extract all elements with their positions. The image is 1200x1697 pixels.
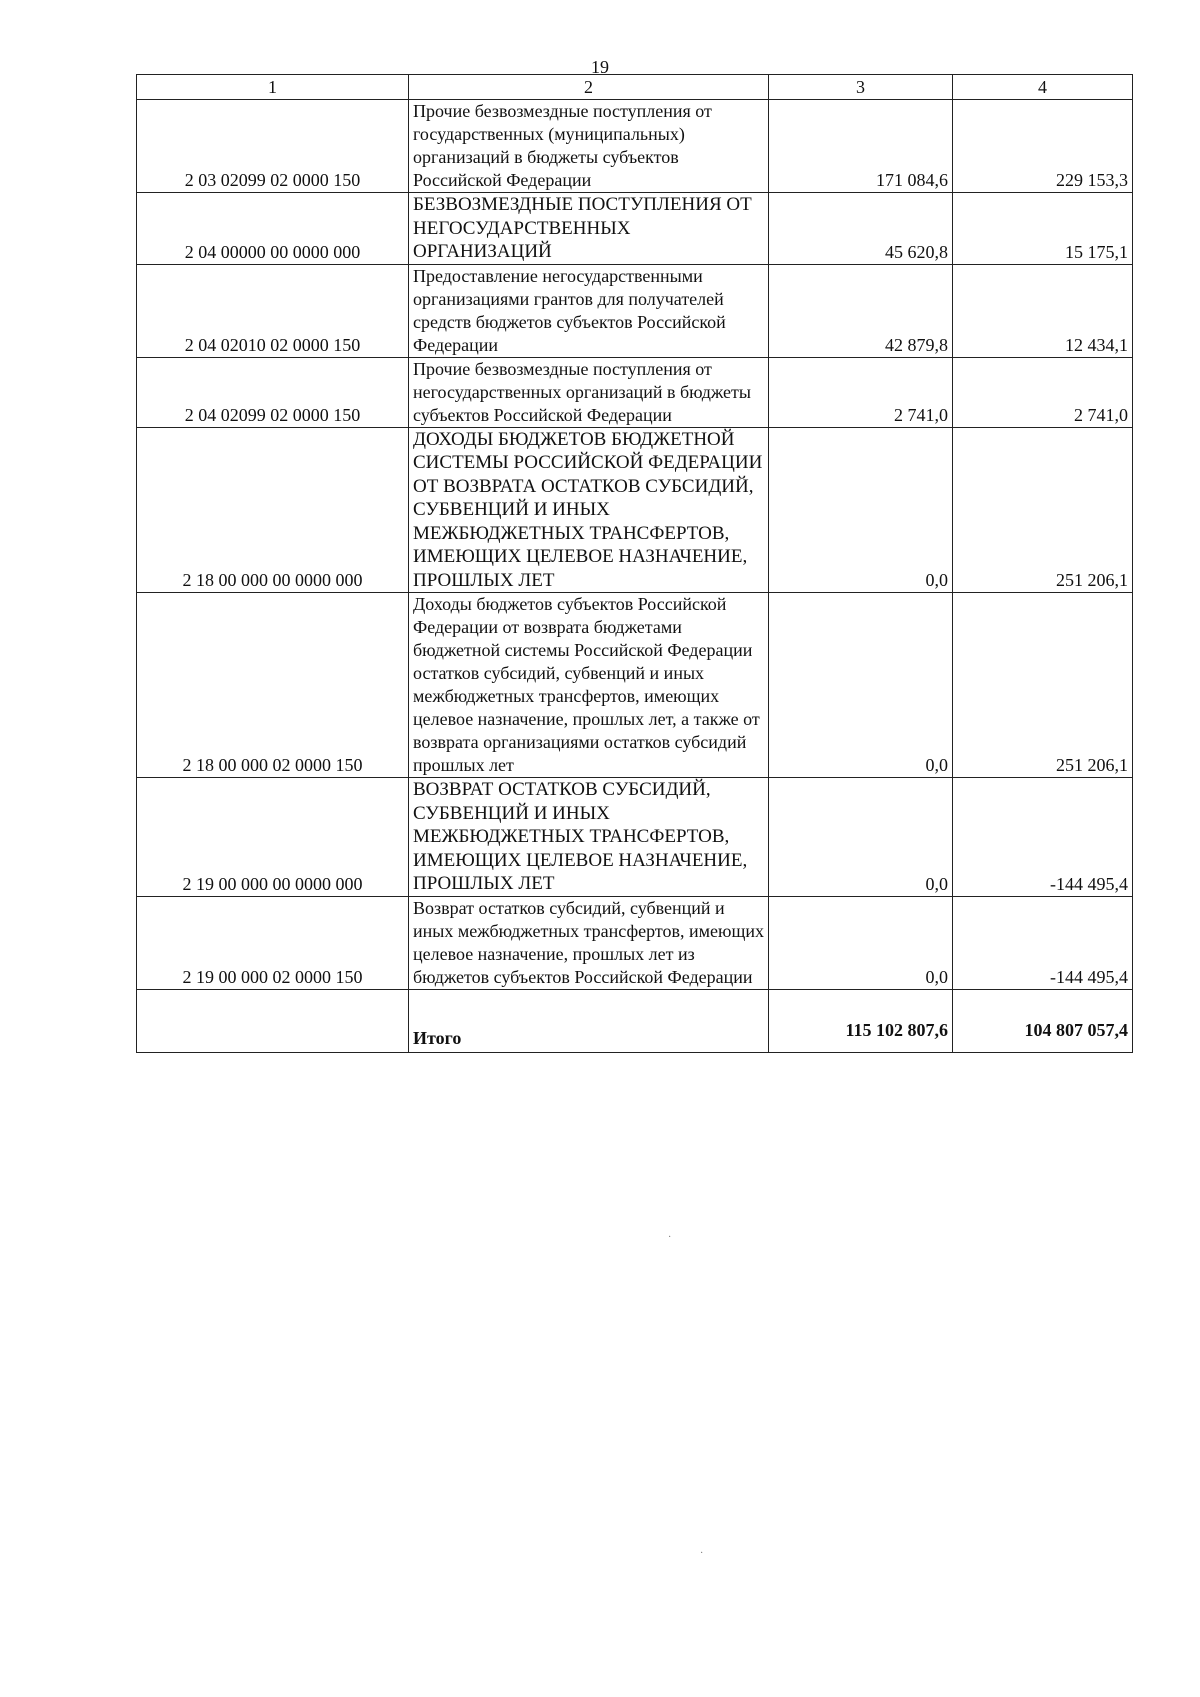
- table-row: [137, 100, 1133, 193]
- table-row: [137, 427, 1133, 593]
- row-code: 2 19 00 000 02 0000 150: [137, 896, 409, 989]
- row-value-col3: 42 879,8: [769, 264, 953, 357]
- table-row: [137, 778, 1133, 897]
- row-value-col3: 0,0: [769, 896, 953, 989]
- row-name: ВОЗВРАТ ОСТАТКОВ СУБСИДИЙ, СУБВЕНЦИЙ И ИНЫХ МЕЖБЮДЖЕТНЫХ ТРАНСФЕРТОВ, ИМЕЮЩИХ ЦЕЛЕВОЕ НАЗНАЧЕНИЕ, ПРОШЛЫХ ЛЕТ: [409, 778, 769, 897]
- column-header-4: 4: [953, 75, 1133, 100]
- table-row: [137, 264, 1133, 357]
- row-code: 2 04 02099 02 0000 150: [137, 357, 409, 427]
- row-value-col3: 0,0: [769, 427, 953, 593]
- table-body: [137, 100, 1133, 1053]
- row-name: Возврат остатков субсидий, субвенций и иных межбюджетных трансфертов, имеющих целевое назначение, прошлых лет из бюджетов субъектов Российской Федерации: [409, 896, 769, 989]
- total-code-cell: [137, 989, 409, 1052]
- row-code: 2 18 00 000 02 0000 150: [137, 593, 409, 778]
- column-header-3: 3: [769, 75, 953, 100]
- row-value-col4: 229 153,3: [953, 100, 1133, 193]
- table-row: [137, 896, 1133, 989]
- scan-speck: ·: [700, 1548, 704, 1559]
- row-code: 2 04 02010 02 0000 150: [137, 264, 409, 357]
- row-value-col4: 251 206,1: [953, 593, 1133, 778]
- row-value-col4: 15 175,1: [953, 193, 1133, 265]
- page-number: 19: [591, 57, 609, 77]
- row-value-col3: 171 084,6: [769, 100, 953, 193]
- row-value-col3: 45 620,8: [769, 193, 953, 265]
- table-row: [137, 357, 1133, 427]
- column-header-2: 2: [409, 75, 769, 100]
- budget-table: [136, 74, 1133, 1053]
- row-value-col4: 12 434,1: [953, 264, 1133, 357]
- row-value-col4: 251 206,1: [953, 427, 1133, 593]
- table-row: [137, 593, 1133, 778]
- total-row: [137, 989, 1133, 1052]
- row-value-col4: -144 495,4: [953, 896, 1133, 989]
- row-code: 2 19 00 000 00 0000 000: [137, 778, 409, 897]
- row-code: 2 03 02099 02 0000 150: [137, 100, 409, 193]
- total-col4: 104 807 057,4: [953, 989, 1133, 1052]
- row-value-col4: -144 495,4: [953, 778, 1133, 897]
- row-code: 2 04 00000 00 0000 000: [137, 193, 409, 265]
- row-name: Доходы бюджетов субъектов Российской Федерации от возврата бюджетами бюджетной системы Российской Федерации остатков субсидий, субвенций и иных межбюджетных трансфертов, имеющих целевое назначение, прошлых лет, а также от возврата организациями остатков субсидий прошлых лет: [409, 593, 769, 778]
- total-label: Итого: [409, 989, 769, 1052]
- row-value-col3: 0,0: [769, 778, 953, 897]
- column-header-1: 1: [137, 75, 409, 100]
- total-col3: 115 102 807,6: [769, 989, 953, 1052]
- row-name: БЕЗВОЗМЕЗДНЫЕ ПОСТУПЛЕНИЯ ОТ НЕГОСУДАРСТВЕННЫХ ОРГАНИЗАЦИЙ: [409, 193, 769, 265]
- row-name: Прочие безвозмездные поступления от государственных (муниципальных) организаций в бюджеты субъектов Российской Федерации: [409, 100, 769, 193]
- row-value-col4: 2 741,0: [953, 357, 1133, 427]
- table-header-row: [137, 75, 1133, 100]
- table-row: [137, 193, 1133, 265]
- row-value-col3: 2 741,0: [769, 357, 953, 427]
- row-name: Прочие безвозмездные поступления от негосударственных организаций в бюджеты субъектов Российской Федерации: [409, 357, 769, 427]
- row-name: Предоставление негосударственными организациями грантов для получателей средств бюджетов субъектов Российской Федерации: [409, 264, 769, 357]
- row-name: ДОХОДЫ БЮДЖЕТОВ БЮДЖЕТНОЙ СИСТЕМЫ РОССИЙСКОЙ ФЕДЕРАЦИИ ОТ ВОЗВРАТА ОСТАТКОВ СУБСИДИЙ, СУБВЕНЦИЙ И ИНЫХ МЕЖБЮДЖЕТНЫХ ТРАНСФЕРТОВ, ИМЕЮЩИХ ЦЕЛЕВОЕ НАЗНАЧЕНИЕ, ПРОШЛЫХ ЛЕТ: [409, 427, 769, 593]
- scan-speck: ·: [668, 1232, 672, 1243]
- row-value-col3: 0,0: [769, 593, 953, 778]
- row-code: 2 18 00 000 00 0000 000: [137, 427, 409, 593]
